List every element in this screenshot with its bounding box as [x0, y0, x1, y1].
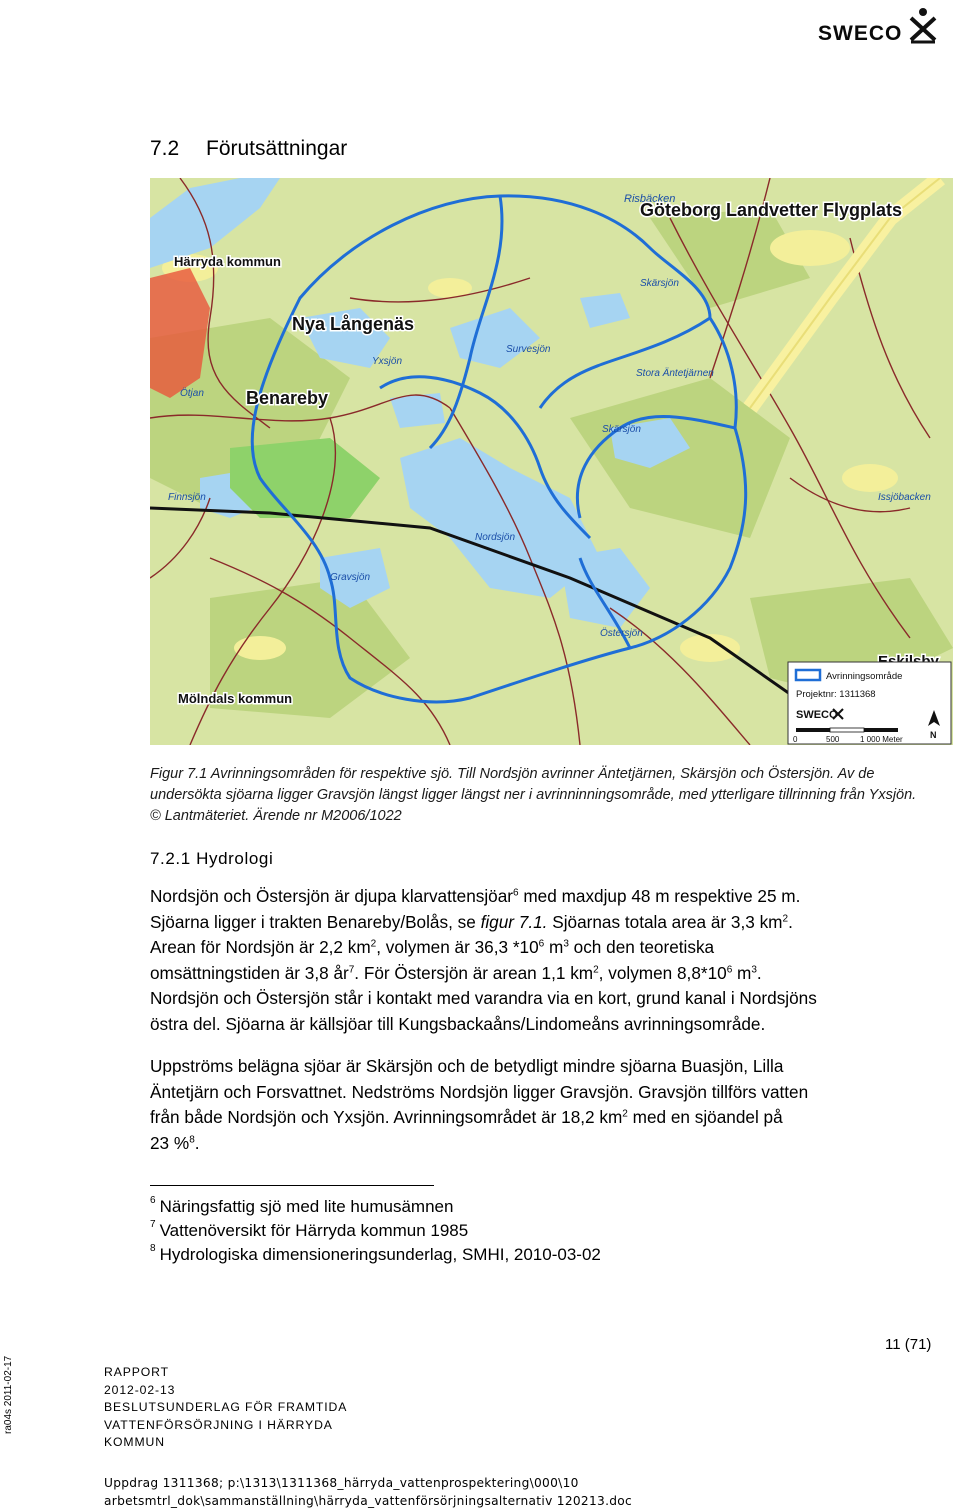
- sweco-person-icon: [907, 6, 939, 46]
- north-label: N: [930, 730, 937, 740]
- map-label-harryda: Härryda kommun: [174, 254, 281, 269]
- footnote-8: $^8$ Hydrologiska dimensioneringsunderlag, SMHI, 2010-03-02: [150, 1243, 601, 1264]
- footnote-6: $^6$ Näringsfattig sjö med lite humusämnen: [150, 1195, 454, 1216]
- scale-label-0: 0: [793, 735, 798, 744]
- map-label-yxsjon: Yxsjön: [372, 356, 403, 367]
- map-legend: [788, 662, 951, 744]
- report-type: RAPPORT: [104, 1365, 169, 1379]
- legend-brand: SWECO: [796, 709, 838, 721]
- scale-bar-segment-2: [830, 728, 864, 732]
- scale-label-500: 500: [826, 735, 840, 744]
- figure-reference[interactable]: figur 7.1.: [480, 911, 548, 932]
- map-label-skarsjon-north: Skärsjön: [640, 278, 679, 289]
- figure-caption: [150, 764, 930, 827]
- map-label-benareby: Benareby: [246, 388, 329, 408]
- footnote-ref-6[interactable]: 6: [513, 887, 519, 899]
- footnote-ref-7[interactable]: 7: [348, 963, 355, 975]
- figure-caption-text: Avrinningsområden för respektive sjö. Till Nordsjön avrinner Äntetjärnen, Skärsjön och Östersjön. Av de undersökta sjöarna ligger Gravsjön längst ligger längst ner i avrinninningsområde, med ytterligare tillrinning från Yxsjön. © Lantmäteriet. Ärende nr M2006/1022: [150, 766, 917, 824]
- map-label-otjan: Ötjan: [180, 388, 204, 399]
- paragraph-hydrology: Nordsjön och Östersjön är djupa klarvattensjöar$^6$ med maxdjup 48 m respektive 25 m. Sjöarna ligger i trakten Benareby/Bolås, se figur 7.1. Sjöarnas totala area är 3,3 $km^2$. Arean för Nordsjön är 2,2 $km^2$, volymen är 36,3 $*10^6$ $m^3$ och den teoretiska omsättningstiden är 3,8 $år^7$. För Östersjön är arean 1,1 $km^2$, volymen $8,8*10^6$ $m^3$. Nordsjön och Östersjön står i kontakt med varandra via en kort, grund kanal i Nordsjöns östra del. Sjöarna är källsjöar till Kungsbackaåns/Lindomeåns avrinningsområde.: [150, 886, 817, 1034]
- section-number: 7.2: [150, 137, 180, 160]
- footnote-7: $^7$ Vattenöversikt för Härryda kommun 1985: [150, 1219, 469, 1240]
- report-meta: [104, 1364, 347, 1452]
- template-id: ra04s 2011-02-17: [3, 1355, 14, 1434]
- scale-bar-segment-3: [864, 728, 898, 732]
- section-heading: [150, 137, 347, 161]
- map-label-stora-antetjarnen: Stora Äntetjärnen: [636, 368, 714, 379]
- section-title: Förutsättningar: [206, 137, 348, 160]
- legend-item: Avrinningsområde: [826, 671, 903, 682]
- sweco-logo: [818, 6, 940, 46]
- footnote-separator: [150, 1185, 434, 1186]
- report-title-3: KOMMUN: [104, 1435, 165, 1450]
- report-title-2: VATTENFÖRSÖRJNING I HÄRRYDA: [104, 1417, 333, 1432]
- map-label-issjobacken: Issjöbacken: [878, 492, 931, 503]
- legend-project: Projektnr: 1311368: [796, 689, 876, 700]
- scale-label-1000: 1 000 Meter: [860, 735, 903, 744]
- scale-bar-segment-1: [796, 728, 830, 732]
- paragraph-lakes: Uppströms belägna sjöar är Skärsjön och de betydligt mindre sjöarna Buasjön, Lilla Äntetjärn och Forsvattnet. Nedströms Nordsjön ligger Gravsjön. Gravsjön tillförs vatten från både Nordsjön och Yxsjön. Avrinningsområdet är 18,2 $km^2$ med en sjöandel på 23 %$^8$.: [150, 1056, 809, 1153]
- logo-text: SWECO: [818, 22, 903, 45]
- report-date: 2012-02-13: [104, 1382, 176, 1397]
- report-title-1: BESLUTSUNDERLAG FÖR FRAMTIDA: [104, 1400, 348, 1415]
- subsection-heading: 7.2.1 Hydrologi: [150, 849, 274, 868]
- map-label-risbacken: Risbäcken: [624, 193, 676, 205]
- map-label-ostersjon: Östersjön: [600, 628, 643, 639]
- footer-path: [104, 1474, 632, 1510]
- footer-line-1: Uppdrag 1311368; p:\1313\1311368_härryda_vattenprospektering\000\10: [104, 1476, 579, 1490]
- map-label-survesjon: Survesjön: [506, 344, 551, 355]
- page-number: 11 (71): [885, 1336, 932, 1353]
- map-label-nordsjon: Nordsjön: [475, 532, 516, 543]
- footnote-ref-8[interactable]: 8: [189, 1133, 195, 1145]
- map-label-nya-langenas: Nya Långenäs: [292, 314, 415, 334]
- footer-line-2: arbetsmtrl_dok\sammanställning\härryda_vattenförsörjningsalternativ 120213.doc: [104, 1494, 633, 1508]
- map-label-airport: Göteborg Landvetter Flygplats: [640, 200, 903, 220]
- map-label-finnsjon: Finnsjön: [168, 492, 206, 503]
- figure-label: Figur 7.1: [150, 766, 208, 782]
- map-label-molndals: Mölndals kommun: [178, 691, 293, 706]
- map-label-gravsjon: Gravsjön: [330, 572, 371, 583]
- catchment-map: [150, 178, 953, 745]
- map-label-skarsjon: Skärsjön: [602, 424, 641, 435]
